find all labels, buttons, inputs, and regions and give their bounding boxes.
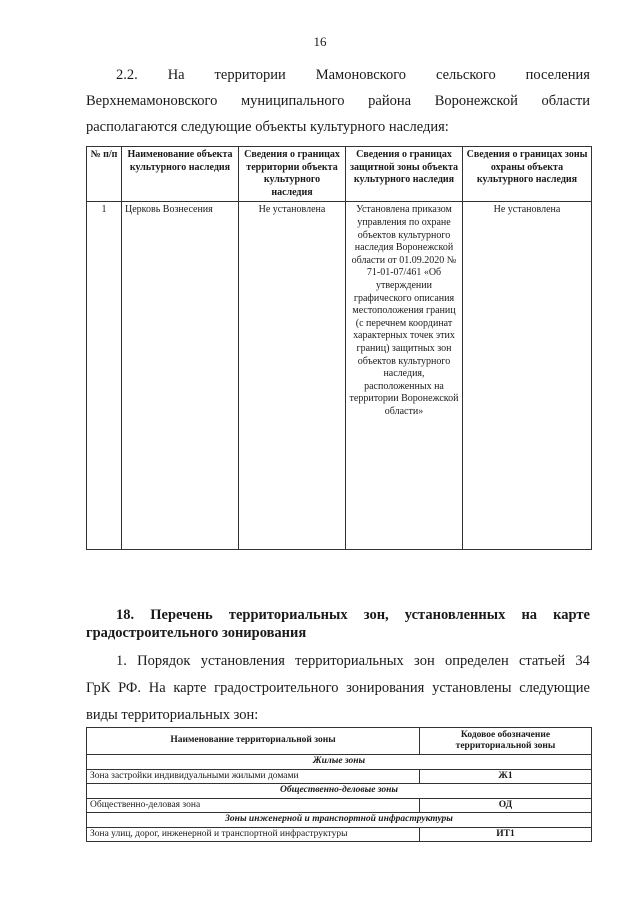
- section-18-heading: [86, 606, 590, 642]
- word: статьей: [518, 653, 566, 669]
- paragraph-line: [86, 62, 590, 88]
- word: карте: [553, 607, 590, 623]
- table-row: [87, 827, 592, 842]
- group-row: [87, 813, 592, 828]
- word: области: [541, 93, 590, 109]
- table-header-row: [87, 728, 592, 755]
- paragraph-line: [86, 114, 590, 140]
- line-text: располагаются следующие объекты культурного наследия:: [86, 119, 449, 135]
- zone-code: ИТ1: [420, 827, 592, 842]
- heritage-objects-table: [86, 146, 592, 550]
- group-row: [87, 784, 592, 799]
- zone-name: Общественно-деловая зона: [87, 798, 420, 813]
- word: РФ.: [118, 680, 142, 696]
- cell-name: Церковь Вознесения: [122, 202, 239, 550]
- zone-name: Зона застройки индивидуальными жилыми домами: [87, 769, 420, 784]
- cell-num: 1: [87, 202, 122, 550]
- word: На: [167, 67, 185, 83]
- cell-protective-zone: Установлена приказом управления по охране объектов культурного наследия Воронежской области от 01.09.2020 № 71-01-07/461 «Об утверждении графического описания местоположения границ (с перечнем координат характерных точек этих границ) защитных зон объектов культурного наследия, расположенных на территории Воронежской области»: [346, 202, 463, 550]
- paragraph-line: [86, 702, 590, 729]
- word: территориальных: [228, 607, 348, 623]
- heading-line: градостроительного зонирования: [86, 625, 307, 641]
- paragraph-2-2: [86, 62, 590, 140]
- word: 34: [575, 653, 590, 669]
- group-title: Общественно-деловые зоны: [87, 784, 592, 799]
- word: На: [148, 680, 166, 696]
- cell-security-zone: Не установлена: [463, 202, 592, 550]
- word: сельского: [435, 67, 496, 83]
- cell-territory: Не установлена: [239, 202, 346, 550]
- word: установления: [200, 653, 285, 669]
- word: 1.: [116, 653, 127, 669]
- word: на: [521, 607, 538, 623]
- paragraph-18-1: [86, 648, 590, 729]
- word: Воронежской: [434, 93, 518, 109]
- table-row: [87, 798, 592, 813]
- header-num: № п/п: [87, 147, 122, 202]
- page-number: 16: [313, 34, 327, 49]
- word: 2.2.: [116, 67, 138, 83]
- line-text: виды территориальных зон:: [86, 707, 259, 723]
- word: установленных: [404, 607, 506, 623]
- word: установлены: [432, 680, 512, 696]
- header-name: Наименование объекта культурного наследия: [122, 147, 239, 202]
- header-zone-name: Наименование территориальной зоны: [87, 728, 420, 755]
- word: ГрК: [86, 680, 111, 696]
- word: района: [368, 93, 412, 109]
- zone-code: Ж1: [420, 769, 592, 784]
- word: Мамоновского: [315, 67, 407, 83]
- paragraph-line: [86, 675, 590, 702]
- header-security-zone: Сведения о границах зоны охраны объекта культурного наследия: [463, 147, 592, 202]
- word: градостроительного: [214, 680, 339, 696]
- word: зон: [414, 653, 435, 669]
- header-zone-code: Кодовое обозначение территориальной зоны: [420, 728, 592, 755]
- group-title: Жилые зоны: [87, 755, 592, 770]
- word: определен: [444, 653, 509, 669]
- table-header-row: [87, 147, 592, 202]
- table-row: [87, 202, 592, 550]
- header-territory: Сведения о границах территории объекта культурного наследия: [239, 147, 346, 202]
- word: Порядок: [137, 653, 191, 669]
- group-title: Зоны инженерной и транспортной инфраструктуры: [87, 813, 592, 828]
- word: зон,: [363, 607, 389, 623]
- word: территориальных: [295, 653, 404, 669]
- word: территории: [214, 67, 286, 83]
- word: зонирования: [346, 680, 425, 696]
- word: следующие: [519, 680, 590, 696]
- word: муниципального: [241, 93, 345, 109]
- word: поселения: [525, 67, 590, 83]
- header-protective-zone: Сведения о границах защитной зоны объекта культурного наследия: [346, 147, 463, 202]
- table-row: [87, 769, 592, 784]
- paragraph-line: [86, 88, 590, 114]
- word: Верхнемамоновского: [86, 93, 218, 109]
- word: карте: [173, 680, 207, 696]
- word: Перечень: [150, 607, 213, 623]
- heading-line: [86, 606, 590, 624]
- paragraph-line: [86, 648, 590, 675]
- zone-name: Зона улиц, дорог, инженерной и транспортной инфраструктуры: [87, 827, 420, 842]
- word: 18.: [116, 607, 135, 623]
- territorial-zones-table: [86, 727, 592, 842]
- zone-code: ОД: [420, 798, 592, 813]
- group-row: [87, 755, 592, 770]
